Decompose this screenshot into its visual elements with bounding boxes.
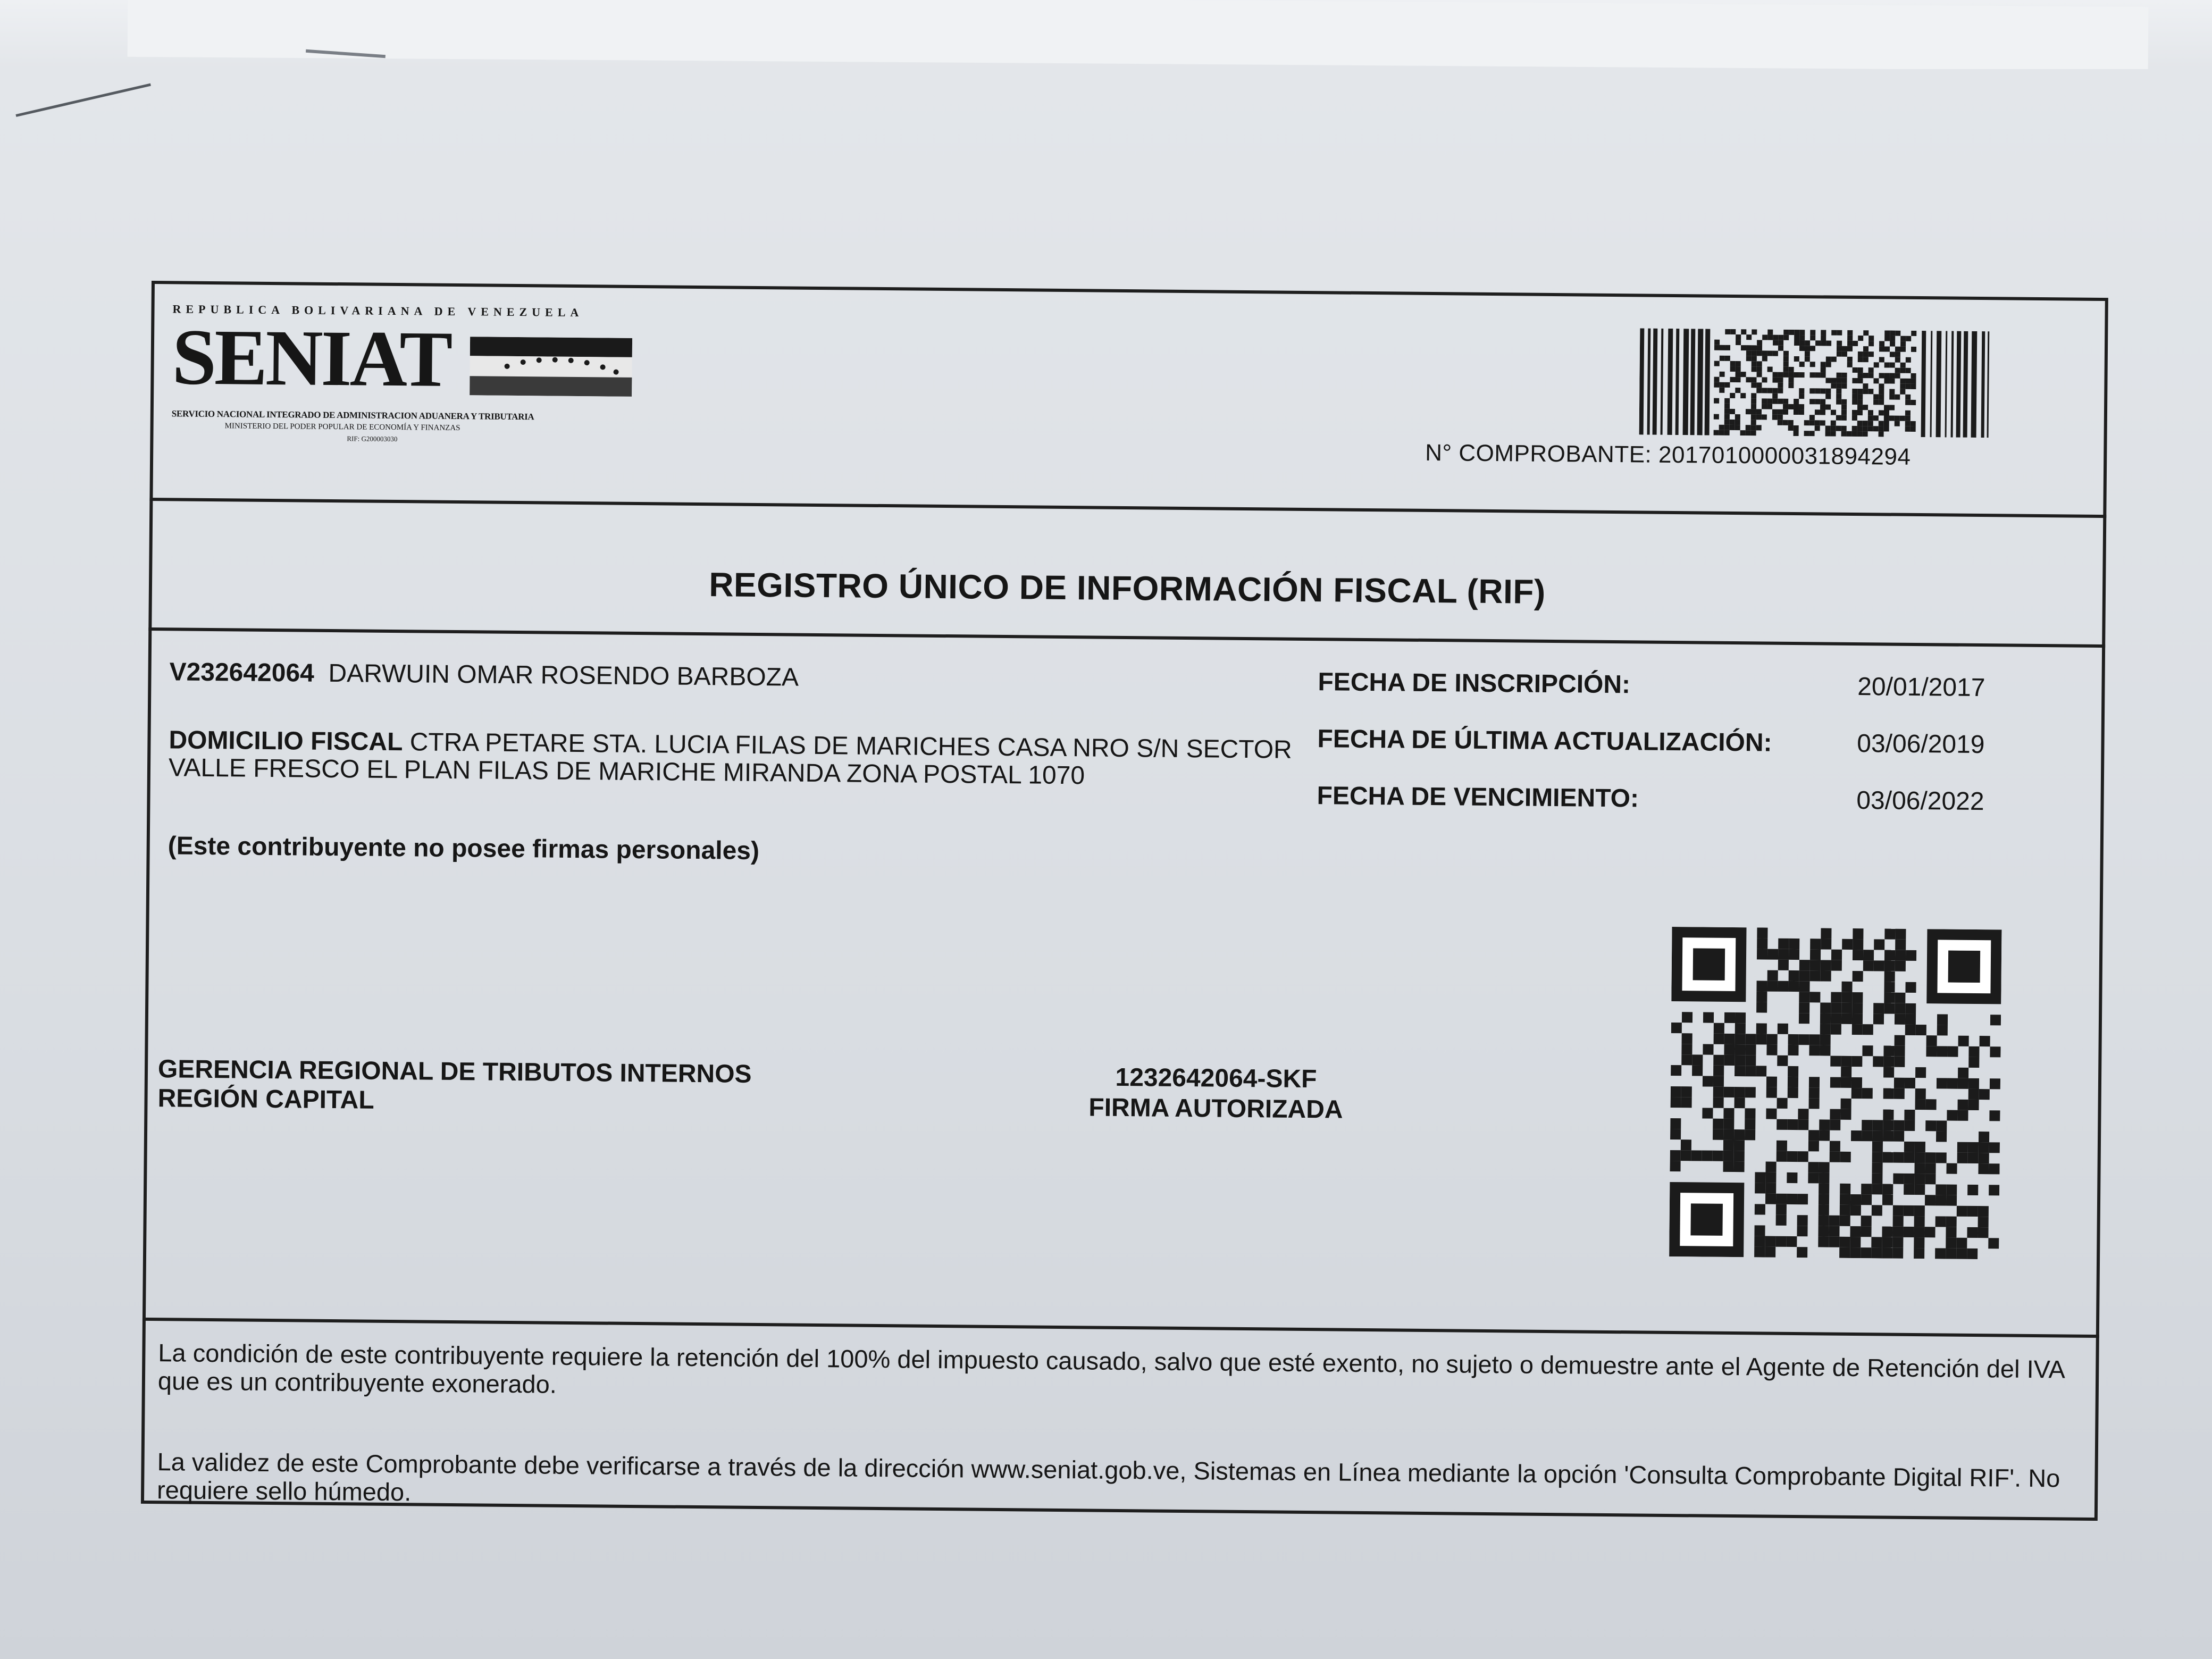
seniat-logo (171, 302, 635, 443)
actualizacion-label: FECHA DE ÚLTIMA ACTUALIZACIÓN: (1317, 725, 1772, 757)
domicilio-value: CTRA PETARE STA. LUCIA FILAS DE MARICHES CASA NRO S/N SECTOR VALLE FRESCO EL PLAN FILAS DE MARICHE MIRANDA ZONA POSTAL 1070 (168, 728, 1292, 790)
retencion-note: La condición de este contribuyente requiere la retención del 100% del impuesto causado, salvo que esté exento, no sujeto o demuestre ante el Agente de Retención del IVA que es un contribuyente exonerado. (157, 1338, 2064, 1398)
logo-subtitle: SERVICIO NACIONAL INTEGRADO DE ADMINISTRACION ADUANERA Y TRIBUTARIA (171, 408, 534, 422)
gerencia-line2: REGIÓN CAPITAL (157, 1084, 374, 1115)
logo-ministry: MINISTERIO DEL PODER POPULAR DE ECONOMÍA Y FINANZAS (224, 422, 460, 433)
inscripcion-label: FECHA DE INSCRIPCIÓN: (1318, 668, 1631, 699)
vencimiento-value: 03/06/2022 (1856, 786, 1984, 816)
qr-code-icon (1669, 927, 2001, 1259)
validez-note: La validez de este Comprobante debe verificarse a través de la dirección www.seniat.gob.ve, Sistemas en Línea mediante la opción 'Consulta Comprobante Digital RIF'. No requiere sello húmedo. (156, 1447, 2060, 1506)
logo-rif: RIF: G200003030 (347, 434, 398, 443)
vencimiento-label: FECHA DE VENCIMIENTO: (1317, 782, 1639, 813)
firma-code: 1232642064-SKF (1115, 1063, 1317, 1094)
actualizacion-value: 03/06/2019 (1857, 730, 1985, 759)
domicilio-fiscal (169, 726, 1328, 792)
venezuela-flag-icon (470, 337, 632, 397)
comprobante-number (1425, 440, 1911, 471)
taxpayer-id-line (169, 657, 799, 692)
taxpayer-name: DARWUIN OMAR ROSENDO BARBOZA (328, 659, 799, 692)
taxpayer-rif: V232642064 (169, 658, 315, 688)
barcode-icon (1639, 328, 1991, 438)
rif-document (141, 281, 2114, 1521)
gerencia-line1: GERENCIA REGIONAL DE TRIBUTOS INTERNOS (157, 1055, 752, 1088)
logo-republica-text: REPUBLICA BOLIVARIANA DE VENEZUELA (172, 302, 584, 320)
inscripcion-value: 20/01/2017 (1857, 673, 1985, 702)
firmas-note: (Este contribuyente no posee firmas personales) (167, 832, 760, 866)
document-title: REGISTRO ÚNICO DE INFORMACIÓN FISCAL (RIF) (708, 565, 1546, 611)
comprobante-value: 2017010000031894294 (1658, 441, 1911, 470)
firma-label: FIRMA AUTORIZADA (1088, 1093, 1343, 1124)
domicilio-label: DOMICILIO FISCAL (169, 726, 403, 757)
comprobante-label: N° COMPROBANTE: (1425, 439, 1652, 468)
logo-word: SENIAT (172, 313, 451, 404)
